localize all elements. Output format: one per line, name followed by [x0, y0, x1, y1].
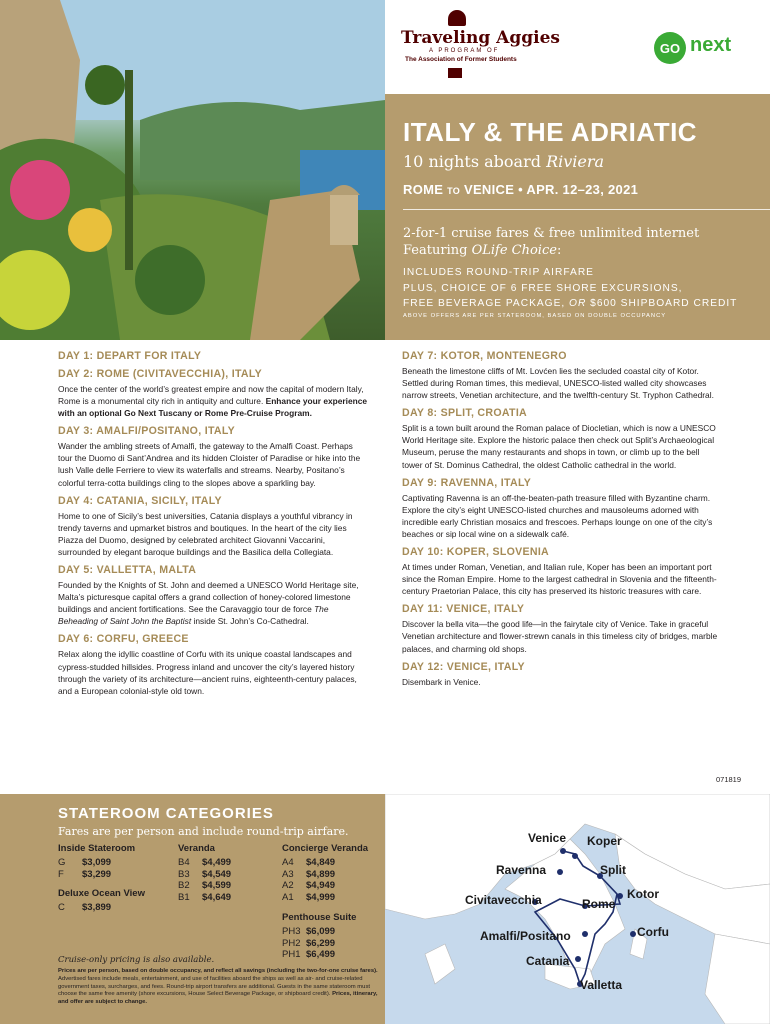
fare-row — [282, 880, 368, 892]
day-description — [58, 383, 368, 419]
day-text: Captivating Ravenna is an off-the-beaten-path treasure filled with Byzantine charm. Explore the city’s eight UNESCO-listed churches and mausoleums adorned with incredible early Christian mosaics and frescoes. Perhaps lounge on one of the city’s beaches or sip local wine on a sidewalk café. — [402, 492, 713, 539]
fine-print-end: Prices, itinerary, and offer are subject to change. — [58, 991, 378, 1006]
fare-category-code: B4 — [178, 857, 190, 868]
day-text: Relax along the idyllic coastline of Corfu with its unique coastal landscapes and cypress-studded hillsides. Progress inland and uncover the city’s layered history through the variety of its architecture—ancient ruins, eighteenth-century palaces, and a European colonial-style old town. — [58, 649, 357, 696]
category-heading: Concierge Veranda — [282, 843, 369, 854]
fare-price: $4,599 — [202, 880, 232, 891]
includes-airfare: INCLUDES ROUND-TRIP AIRFARE — [403, 267, 594, 278]
day-title: DAY 8: SPLIT, CROATIA — [402, 407, 528, 420]
fare-row — [58, 902, 145, 914]
includes-list — [403, 265, 737, 312]
fare-row — [282, 857, 368, 869]
subtitle-prefix: 10 nights aboard — [403, 152, 547, 171]
fare-price: $6,499 — [306, 949, 336, 960]
port-corfu: Corfu — [637, 925, 669, 939]
go-badge-text: GO — [659, 40, 681, 56]
category-heading: Deluxe Ocean View — [58, 888, 145, 899]
amalfi-coast-image — [0, 0, 385, 340]
fare-category-code: PH2 — [282, 937, 301, 949]
brand-name: Traveling Aggies — [401, 28, 560, 48]
category-concierge — [282, 843, 368, 903]
go-next-wordmark: next — [690, 34, 732, 56]
fine-print — [58, 968, 378, 1007]
fare-row — [282, 949, 356, 961]
day-text: Beneath the limestone cliffs of Mt. Lovćen lies the secluded coastal city of Kotor. Settled during Roman times, this medieval, UNESCO-listed walled city showcases narrow streets, Venetian architecture, and the twelfth-century St. Tryphon Cathedral. — [402, 366, 714, 401]
day-text-bold: Enhance your experience with an optional Go Next Tuscany or Rome Pre-Cruise Program. — [58, 396, 368, 419]
fare-row — [178, 869, 231, 881]
day-description — [58, 440, 368, 488]
includes-beverage-b: $600 SHIPBOARD CREDIT — [586, 298, 738, 309]
route-from: ROME — [403, 182, 444, 197]
itinerary-day — [58, 564, 368, 627]
fine-print-text: Advertised fares include meals, entertainment, and use of facilities aboard the ships as well as air- and cruise-related government taxes, surcharges, and fees. Round-trip airport transfers are additional. Guests in the same stateroom must choose the same free amenity (shore excursions, House Select Beverage Package, or shipboard credit). — [58, 975, 371, 998]
itinerary-day — [402, 407, 722, 470]
fare-category-code: B2 — [178, 880, 190, 891]
day-text: Wander the ambling streets of Amalfi, the gateway to the Amalfi Coast. Perhaps tour the Duomo di Sant’Andrea and its hidden Cloister of Paradise or hike into the lush Valle delle Ferriere to view its waterfalls and streams. Nearby, Positano’s colorful terra-cotta buildings cling to the slopes above a sparkling bay. — [58, 441, 361, 488]
fare-category-code: G — [58, 857, 66, 868]
stateroom-subtitle: Fares are per person and include round-trip airfare. — [58, 825, 349, 838]
day-description — [402, 422, 722, 470]
itinerary-right-column — [402, 350, 722, 694]
hero-photo — [0, 0, 385, 340]
fare-category-code: PH3 — [282, 926, 301, 937]
day-text: Split is a town built around the Roman palace of Diocletian, which is now a UNESCO World Heritage site. Explore the historic palace then check out Split’s Archaeological Museum, peruse the many restaurants and shops in town, or climb up to the bell tower of St. Dominus Cathedral, the oldest Catholic cathedral in the world. — [402, 423, 716, 470]
fare-price: $4,549 — [202, 868, 232, 880]
day-title: DAY 9: RAVENNA, ITALY — [402, 476, 532, 489]
day-text: Discover la bella vita—the good life—in the fairytale city of Venice. Take in graceful Venetian architecture and flower-strewn canals in this timeless city of bridges, marble palaces, and charming old shops. — [402, 619, 718, 654]
stateroom-title: STATEROOM CATEGORIES — [58, 805, 274, 822]
port-ravenna: Ravenna — [496, 863, 547, 877]
fare-row — [178, 880, 231, 892]
brand-program-label: A PROGRAM OF — [429, 48, 500, 54]
fare-price: $3,899 — [82, 902, 112, 913]
fare-row — [58, 869, 135, 881]
includes-or: OR — [569, 298, 587, 309]
day-description — [58, 579, 368, 627]
day-description — [402, 492, 722, 540]
fare-category-code: A3 — [282, 868, 294, 880]
fare-price: $4,649 — [202, 891, 232, 903]
port-catania: Catania — [526, 954, 570, 968]
day-title: DAY 6: CORFU, GREECE — [58, 633, 189, 646]
map-graphic — [385, 794, 770, 1024]
day-description — [58, 648, 368, 696]
fare-row — [282, 938, 356, 950]
itinerary-day — [58, 350, 368, 362]
fare-row — [178, 892, 231, 904]
feature-prefix: Featuring — [403, 243, 472, 258]
day-text: Founded by the Knights of St. John and deemed a UNESCO World Heritage site, Malta’s picturesque capital offers a grand collection of honey-colored limestone buildings and ancient fortifications. See the Caravaggio tour de force — [58, 580, 359, 615]
includes-beverage — [403, 296, 737, 312]
feature-line — [403, 243, 561, 258]
atm-logo-icon — [448, 68, 462, 78]
day-text: Home to one of Sicily’s best universities, Catania displays a youthful vibrancy in trendy taverns and upmarket bistros and boutiques. In the heart of the city lies Piazza del Duomo, designed by celebrated architect Giovanni Vaccarini, surrounded by elegant baroque buildings and the Basilica della Collegiata. — [58, 510, 353, 557]
day-text: At times under Roman, Venetian, and Italian rule, Koper has been an important port since the Roman Empire. Home to the largest cathedral in Slovenia and the fifteenth-century Praetorian Palace, this city has preserved its historic treasures with care. — [402, 562, 717, 597]
itinerary-day — [58, 495, 368, 558]
port-venice: Venice — [528, 831, 567, 845]
go-next-logo-icon — [654, 32, 686, 64]
category-heading: Penthouse Suite — [282, 912, 357, 923]
fare-category-code: A4 — [282, 857, 294, 868]
fare-row — [58, 857, 135, 869]
fare-price: $4,499 — [202, 857, 232, 868]
day-title: DAY 1: DEPART FOR ITALY — [58, 350, 202, 362]
ship-name: Riviera — [546, 152, 605, 171]
itinerary-day — [402, 546, 722, 597]
day-description — [58, 510, 368, 558]
fine-print-bold: Prices are per person, based on double occupancy, and reflect all savings (including the two-for-one cruise fares). — [58, 968, 378, 974]
offer-headline: 2-for-1 cruise fares & free unlimited internet — [403, 226, 700, 241]
fare-category-code: PH1 — [282, 949, 301, 960]
port-koper: Koper — [587, 834, 622, 848]
day-text-tail: inside St. John’s Co-Cathedral. — [191, 616, 309, 627]
itinerary-left-column — [58, 350, 368, 703]
itinerary-day — [402, 603, 722, 654]
port-amalfi-positano: Amalfi/Positano — [480, 929, 571, 943]
day-title: DAY 4: CATANIA, SICILY, ITALY — [58, 494, 222, 507]
fare-category-code: B1 — [178, 891, 190, 903]
day-text-italic: The Beheading of Saint John the Baptist — [58, 604, 329, 627]
fare-row — [282, 892, 368, 904]
day-title: DAY 3: AMALFI/POSITANO, ITALY — [58, 425, 236, 438]
route-dates — [403, 182, 638, 197]
day-title: DAY 10: KOPER, SLOVENIA — [402, 546, 550, 559]
fare-row — [178, 857, 231, 869]
itinerary-day — [58, 633, 368, 696]
fare-price: $6,299 — [306, 937, 336, 949]
document-code: 071819 — [716, 775, 742, 784]
fare-category-code: C — [58, 902, 65, 913]
cruise-only-note: Cruise-only pricing is also available. — [58, 955, 215, 965]
itinerary-day — [402, 477, 722, 540]
day-title: DAY 5: VALLETTA, MALTA — [58, 564, 197, 577]
feature-name: OLife Choice — [471, 243, 557, 258]
day-title: DAY 2: ROME (CIVITAVECCHIA), ITALY — [58, 368, 263, 380]
tree-logo-icon — [448, 10, 466, 26]
fare-category-code: A1 — [282, 891, 294, 903]
day-title: DAY 12: VENICE, ITALY — [402, 660, 525, 673]
itinerary-day — [58, 425, 368, 488]
port-kotor: Kotor — [627, 887, 659, 901]
route-rest: VENICE • APR. 12–23, 2021 — [463, 182, 639, 197]
brand-association: The Association of Former Students — [405, 56, 517, 63]
day-title: DAY 7: KOTOR, MONTENEGRO — [402, 350, 567, 362]
includes-beverage-a: FREE BEVERAGE PACKAGE, — [403, 298, 570, 309]
fare-category-code: A2 — [282, 880, 294, 891]
hero-divider — [403, 209, 770, 210]
page-title: ITALY & THE ADRIATIC — [403, 117, 698, 147]
fare-category-code: B3 — [178, 868, 190, 880]
route-map — [385, 794, 770, 1024]
category-penthouse — [282, 912, 356, 961]
fare-price: $3,299 — [82, 868, 112, 880]
feature-suffix: : — [556, 243, 562, 258]
port-split: Split — [600, 863, 626, 877]
offer-note: ABOVE OFFERS ARE PER STATEROOM, BASED ON DOUBLE OCCUPANCY — [403, 313, 667, 319]
category-veranda — [178, 843, 231, 903]
hero-subtitle — [403, 152, 604, 171]
route-to-word: TO — [447, 186, 461, 196]
port-valletta: Valletta — [580, 978, 623, 992]
day-description — [402, 365, 722, 401]
category-inside — [58, 843, 135, 880]
category-heading: Inside Stateroom — [58, 843, 136, 854]
category-deluxe — [58, 888, 145, 914]
fare-price: $4,999 — [306, 891, 336, 903]
day-text: Disembark in Venice. — [402, 676, 481, 687]
port-civitavecchia: Civitavecchia — [465, 893, 542, 907]
day-description — [402, 618, 722, 654]
day-text: Once the center of the world’s greatest empire and now the capital of modern Italy, Rome is a monumental city rich in antiquity and culture. — [58, 384, 364, 407]
fare-price: $6,099 — [306, 926, 336, 937]
itinerary-day — [402, 350, 722, 401]
itinerary-day — [58, 368, 368, 419]
fare-row — [282, 869, 368, 881]
category-heading: Veranda — [178, 843, 215, 854]
includes-excursions: PLUS, CHOICE OF 6 FREE SHORE EXCURSIONS, — [403, 282, 683, 294]
fare-price: $3,099 — [82, 857, 112, 868]
fare-price: $4,849 — [306, 857, 336, 868]
itinerary-day — [402, 661, 722, 688]
fare-price: $4,949 — [306, 880, 336, 891]
day-description — [402, 676, 722, 688]
day-description — [402, 561, 722, 597]
fare-row — [282, 926, 356, 938]
fare-category-code: F — [58, 868, 64, 880]
port-rome: Rome — [582, 897, 616, 911]
day-title: DAY 11: VENICE, ITALY — [402, 603, 525, 616]
fare-price: $4,899 — [306, 868, 336, 880]
